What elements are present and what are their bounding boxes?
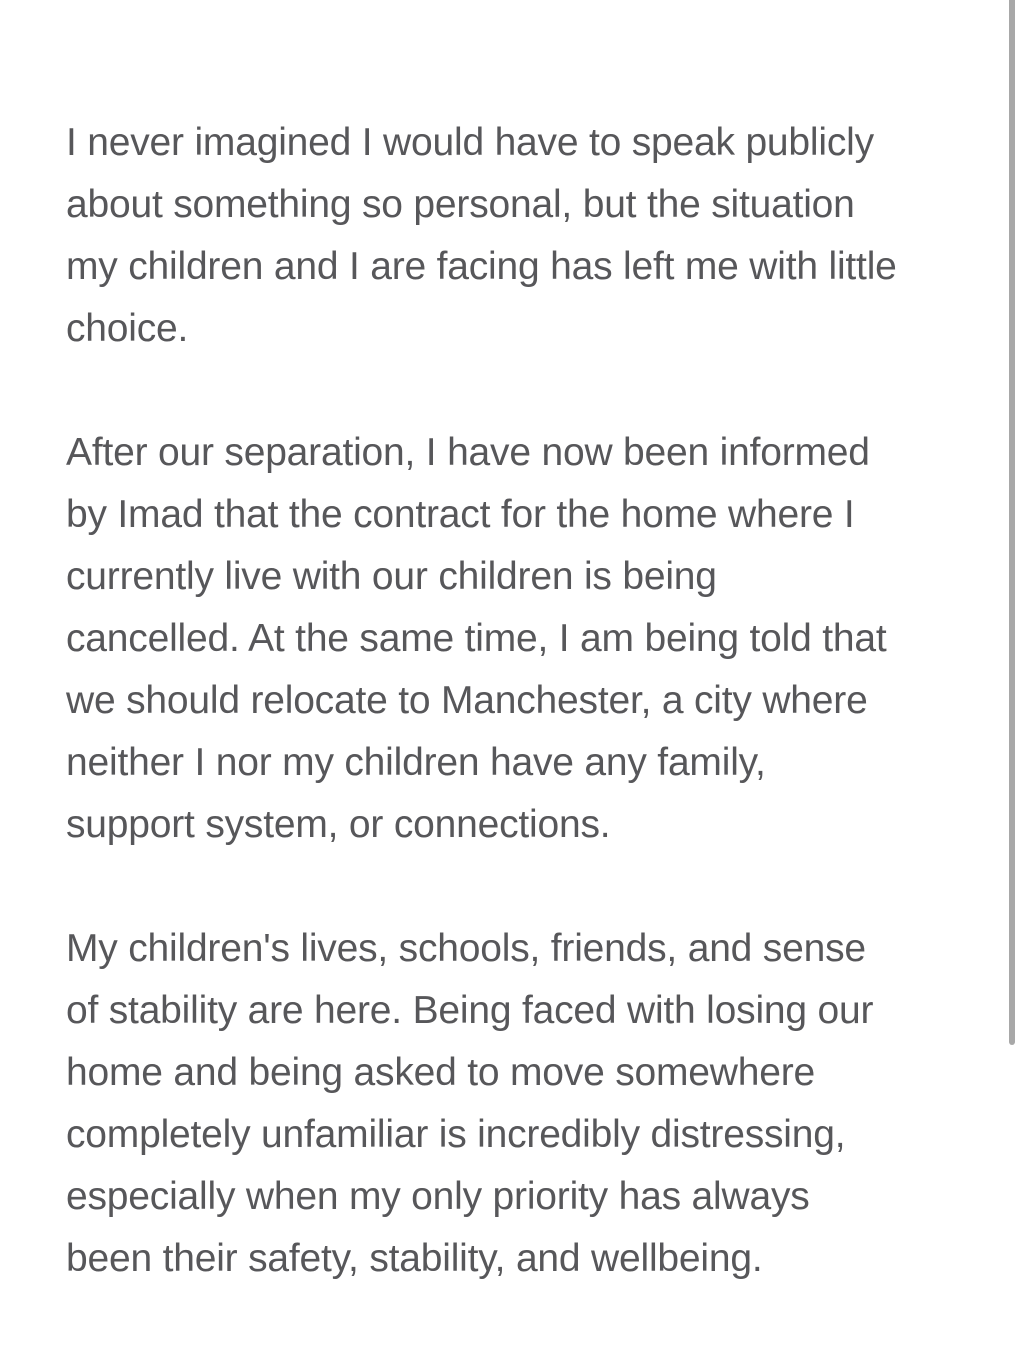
statement-paragraph bbox=[66, 112, 984, 360]
text-line: my children and I are facing has left me with little bbox=[66, 245, 897, 288]
statement-text bbox=[66, 112, 984, 1352]
text-line: After our separation, I have now been informed bbox=[66, 431, 870, 474]
text-line: completely unfamiliar is incredibly distressing, bbox=[66, 1113, 846, 1156]
text-line: about something so personal, but the situation bbox=[66, 183, 855, 226]
text-line: especially when my only priority has always bbox=[66, 1175, 810, 1218]
scrollbar-thumb[interactable] bbox=[1009, 0, 1015, 1045]
text-line: currently live with our children is being bbox=[66, 555, 717, 598]
statement-paragraph bbox=[66, 422, 984, 856]
text-line: choice. bbox=[66, 307, 189, 350]
text-line: by Imad that the contract for the home where I bbox=[66, 493, 855, 536]
text-line: neither I nor my children have any family, bbox=[66, 741, 766, 784]
text-line: cancelled. At the same time, I am being told that bbox=[66, 617, 887, 660]
statement-paragraph bbox=[66, 918, 984, 1290]
text-line: been their safety, stability, and wellbeing. bbox=[66, 1237, 763, 1280]
text-line: we should relocate to Manchester, a city where bbox=[66, 679, 868, 722]
text-line: My children's lives, schools, friends, and sense bbox=[66, 927, 866, 970]
text-line: of stability are here. Being faced with losing our bbox=[66, 989, 874, 1032]
text-line: support system, or connections. bbox=[66, 803, 611, 846]
text-line: I never imagined I would have to speak publicly bbox=[66, 121, 874, 164]
text-line: home and being asked to move somewhere bbox=[66, 1051, 816, 1094]
